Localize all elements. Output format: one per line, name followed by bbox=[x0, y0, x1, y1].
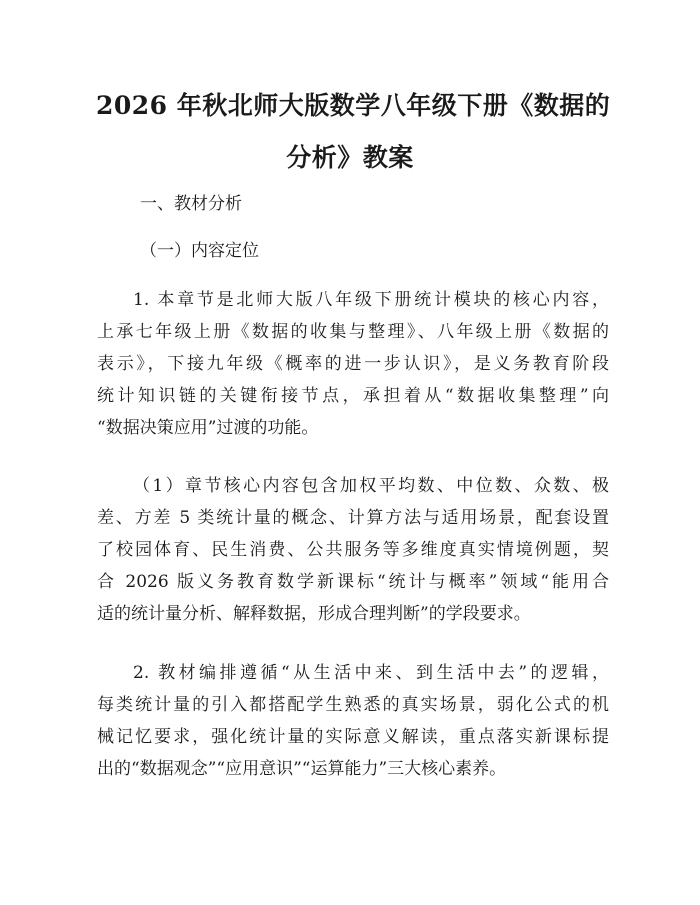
document-title bbox=[96, 80, 611, 184]
paragraph-line: 每类统计量的引入都搭配学生熟悉的真实场景，弱化公式的机 bbox=[97, 695, 609, 715]
paragraph-line: 出的“数据观念”“应用意识”“运算能力”三大核心素养。 bbox=[97, 759, 507, 779]
paragraph-line: 差、方差 5 类统计量的概念、计算方法与适用场景，配套设置 bbox=[97, 508, 609, 528]
paragraph-line: 表示》，下接九年级《概率的进一步认识》，是义务教育阶段 bbox=[97, 354, 609, 374]
title-line-1: 2026 年秋北师大版数学八年级下册《数据的 bbox=[96, 91, 611, 120]
paragraph-2 bbox=[97, 470, 609, 630]
paragraph-3 bbox=[97, 657, 609, 785]
paragraph-line: 2. 教材编排遵循“从生活中来、到生活中去”的逻辑， bbox=[133, 663, 609, 683]
title-line-2: 分析》教案 bbox=[286, 143, 414, 172]
paragraph-line: 了校园体育、民生消费、公共服务等多维度真实情境例题，契 bbox=[97, 540, 609, 560]
paragraph-line: 1. 本章节是北师大版八年级下册统计模块的核心内容， bbox=[133, 290, 609, 310]
paragraph-line: （1）章节核心内容包含加权平均数、中位数、众数、极 bbox=[133, 476, 609, 496]
subsection-heading: （一）内容定位 bbox=[140, 241, 259, 261]
paragraph-line: 上承七年级上册《数据的收集与整理》、八年级上册《数据的 bbox=[97, 322, 609, 342]
paragraph-line: “数据决策应用”过渡的功能。 bbox=[97, 418, 319, 438]
paragraph-line: 合 2026 版义务教育数学新课标“统计与概率”领域“能用合 bbox=[97, 572, 609, 592]
paragraph-line: 统计知识链的关键衔接节点，承担着从“数据收集整理”向 bbox=[97, 386, 609, 406]
section-heading: 一、教材分析 bbox=[140, 194, 242, 214]
paragraph-line: 适的统计量分析、解释数据，形成合理判断”的学段要求。 bbox=[97, 604, 531, 624]
paragraph-1 bbox=[97, 284, 609, 444]
paragraph-line: 械记忆要求，强化统计量的实际意义解读，重点落实新课标提 bbox=[97, 727, 609, 747]
